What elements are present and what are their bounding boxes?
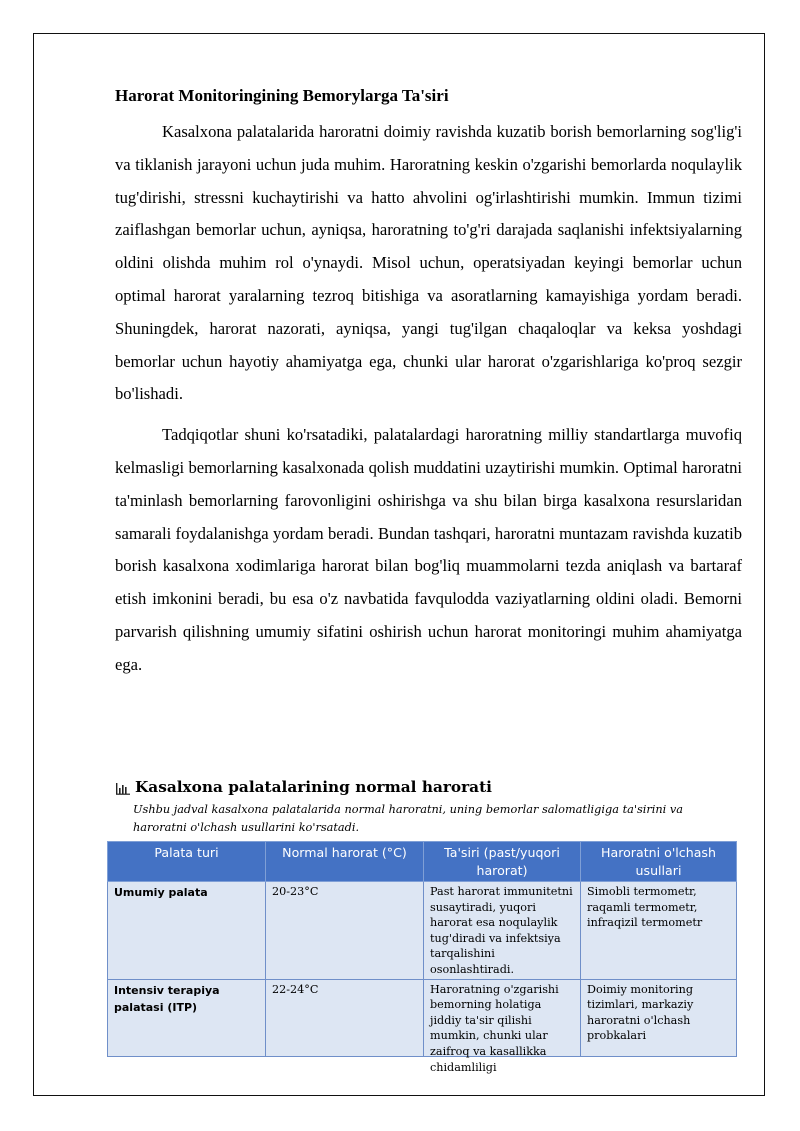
document-heading: Harorat Monitoringining Bemorylarga Ta'siri <box>115 86 449 105</box>
table-description: Ushbu jadval kasalxona palatalarida normal haroratni, uning bemorlar salomatligiga ta'sirini va haroratni o'lchash usullarini ko'rsatadi. <box>133 803 683 834</box>
table-title: Kasalxona palatalarining normal harorati <box>135 778 492 796</box>
column-header-measurement-methods: Haroratni o'lchash usullari <box>581 842 737 882</box>
temperature-cell: 22-24°C <box>266 979 424 1056</box>
paragraph-1: Kasalxona palatalarida haroratni doimiy ravishda kuzatib borish bemorlarning sog'lig'i va tiklanish jarayoni uchun juda muhim. Haroratning keskin o'zgarishi bemorlarda noqulaylik tug'dirishi, stressni kuchaytirishi va hatto ahvolini og'irlashtirishi mumkin. Immun tizimi zaiflashgan bemorlar uchun, ayniqsa, haroratning to'g'ri darajada saqlanishi infektsiyalarning oldini olishda muhim rol o'ynaydi. Misol uchun, operatsiyadan keyingi bemorlar uchun optimal harorat yaralarning tezroq bitishiga va asoratlarning kamayishiga yordam beradi. Shuningdek, harorat nazorati, ayniqsa, yangi tug'ilgan chaqaloqlar va keksa yoshdagi bemorlar uchun hayotiy ahamiyatga ega, chunki ular harorat o'zgarishlariga ko'proq sezgir bo'lishadi. <box>115 122 742 404</box>
method-cell: Doimiy monitoring tizimlari, markaziy haroratni o'lchash probkalari <box>581 979 737 1056</box>
table-caption <box>115 765 742 837</box>
table-title-row <box>115 775 742 799</box>
document-body <box>115 84 742 690</box>
effect-cell: Past harorat immunitetni susaytiradi, yuqori harorat esa noqulaylik tug'diradi va infektsiya tarqalishini osonlashtiradi. <box>424 882 581 980</box>
ward-type-cell: Umumiy palata <box>108 882 266 980</box>
method-cell: Simobli termometr, raqamli termometr, infraqizil termometr <box>581 882 737 980</box>
column-header-effect: Ta'siri (past/yuqori harorat) <box>424 842 581 882</box>
table-row <box>108 979 737 1056</box>
paragraph-2: Tadqiqotlar shuni ko'rsatadiki, palatalardagi haroratning milliy standartlarga muvofiq kelmasligi bemorlarning kasalxonada qolish muddatini uzaytirishi mumkin. Optimal haroratni ta'minlash bemorlarning farovonligini oshirishga va shu bilan birga kasalxona resurslaridan samarali foydalanishga yordam beradi. Bundan tashqari, haroratni muntazam ravishda kuzatib borish kasalxona xodimlariga harorat bilan bog'liq muammolarni tezda aniqlash va bartaraf etish imkonini beradi, bu esa o'z navbatida favqulodda vaziyatlarning oldini oladi. Bemorni parvarish qilishning umumiy sifatini oshirish uchun harorat monitoringi muhim ahamiyatga ega. <box>115 425 742 674</box>
temperature-table <box>107 841 737 1074</box>
bar-chart-icon <box>115 781 131 795</box>
effect-cell-text: Haroratning o'zgarishi bemorning holatiga jiddiy ta'sir qilishi mumkin, chunki ular zaifroq va kasallikka chidamliligi <box>430 982 559 1074</box>
ward-type-cell: Intensiv terapiya palatasi (ITP) <box>108 979 266 1056</box>
column-header-normal-temperature: Normal harorat (°C) <box>266 842 424 882</box>
table-row <box>108 882 737 980</box>
effect-cell <box>424 979 581 1074</box>
column-header-ward-type: Palata turi <box>108 842 266 882</box>
temperature-cell: 20-23°C <box>266 882 424 980</box>
table-header-row <box>108 842 737 882</box>
